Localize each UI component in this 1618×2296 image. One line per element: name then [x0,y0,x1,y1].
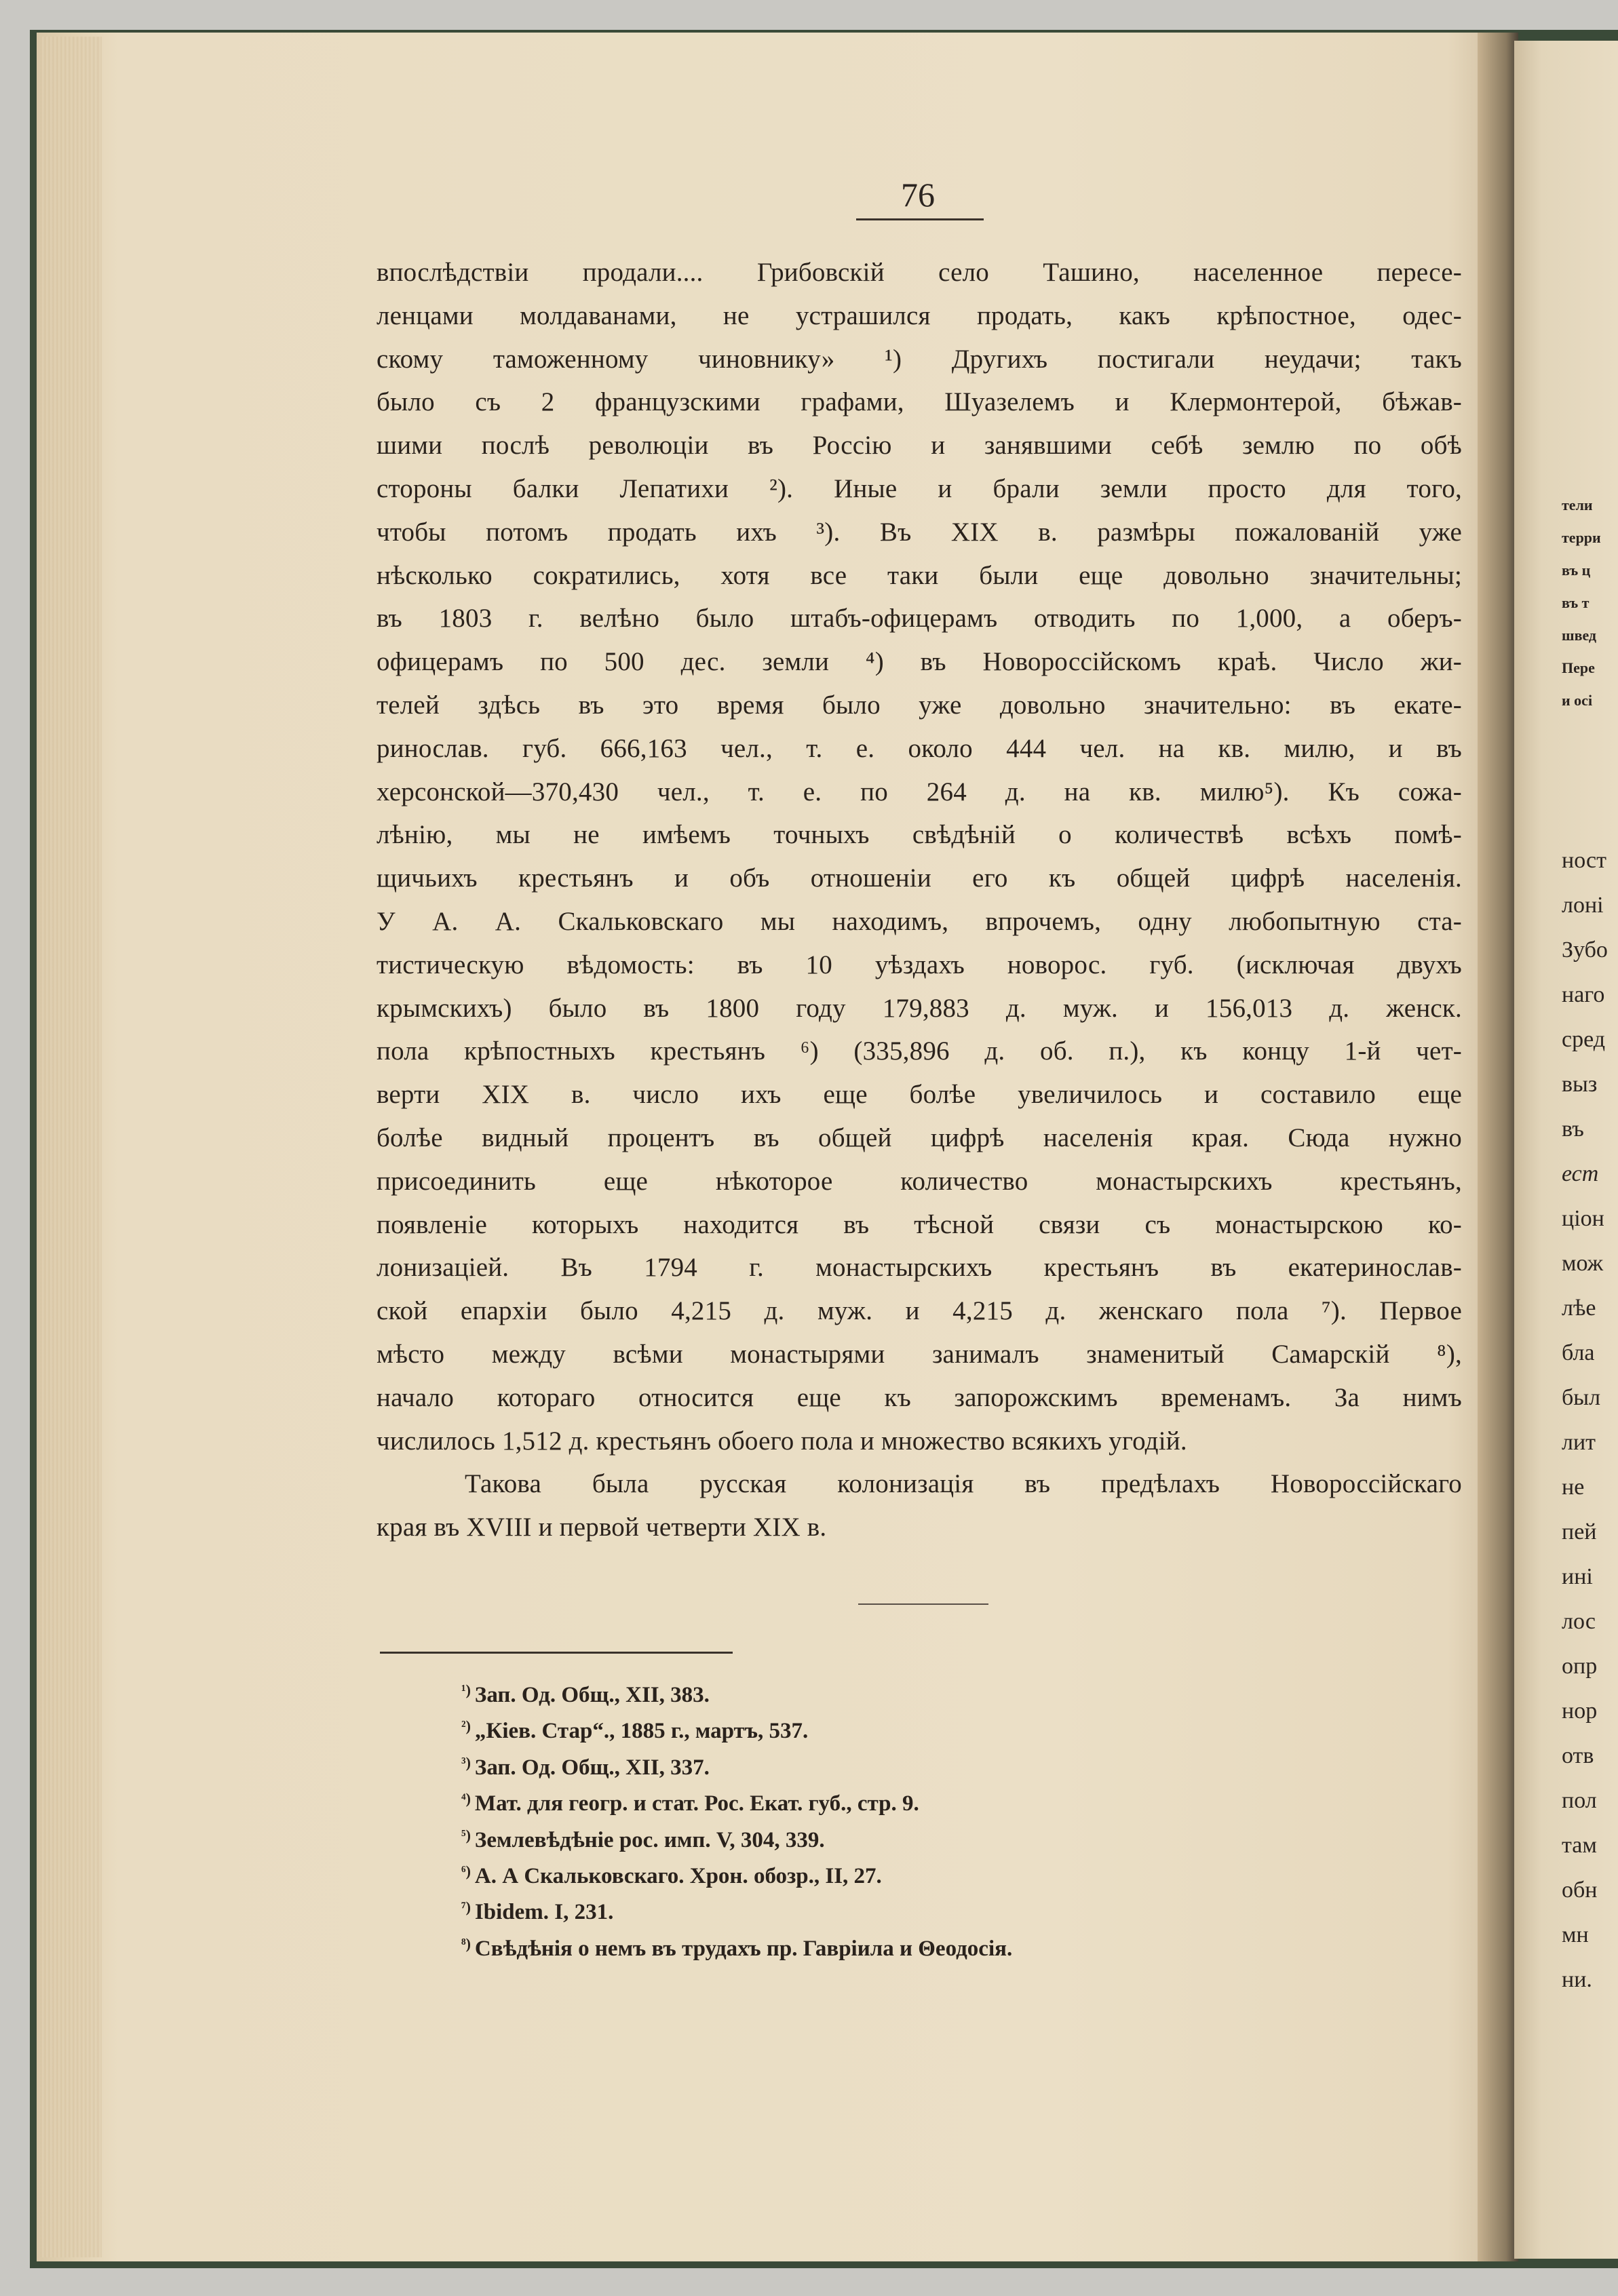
footnote-text: „Кіев. Стар“., 1885 г., мартъ, 537. [474,1719,809,1744]
text-line: болѣе видный процентъ въ общей цифрѣ населенія края. Сюда нужно [377,1123,1462,1152]
text-line: числилось 1,512 д. крестьянъ обоего пола и множество всякихъ угодій. [377,1426,1187,1456]
text-line: крымскихъ) было въ 1800 году 179,883 д. муж. и 156,013 д. женск. [377,993,1462,1023]
text-line: пола крѣпостныхъ крестьянъ ⁶) (335,896 д. об. п.), къ концу 1-й чет- [377,1036,1462,1066]
facing-fragment: нор [1562,1698,1598,1724]
facing-fragment: тели [1562,497,1593,513]
facing-fragment: наго [1562,982,1605,1007]
facing-fragment: бла [1562,1340,1595,1365]
text-line: мѣсто между всѣми монастырями занималъ знаменитый Самарскій ⁸), [377,1339,1462,1369]
text-line: щичьихъ крестьянъ и объ отношеніи его къ общей цифрѣ населенія. [377,863,1462,893]
page-number: 76 [901,176,935,214]
footnote-mark: ²) [461,1717,471,1735]
facing-fragment: отв [1562,1743,1594,1768]
footnotes [461,1672,1343,1962]
footnote-mark: ⁸) [461,1934,471,1952]
text-line: лѣнію, мы не имѣемъ точныхъ свѣдѣній о количествѣ всѣхъ помѣ- [377,820,1462,850]
facing-fragment: выз [1562,1072,1598,1097]
facing-fragment: въ ц [1562,562,1591,579]
facing-fragment: терри [1562,529,1601,546]
text-line: телей здѣсь въ это время было уже довольно значительно: въ екате- [377,690,1462,720]
facing-fragment: ност [1562,848,1606,873]
text-line: начало котораго относится еще къ запорожскимъ временамъ. За нимъ [377,1382,1462,1412]
text-line: было съ 2 французскими графами, Шуазелемъ и Клермонтерой, бѣжав- [377,387,1462,417]
footnote-mark: ⁴) [461,1790,471,1808]
footnote [461,1817,1343,1853]
text-line: стороны балки Лепатихи ²). Иные и брали земли просто для того, [377,473,1462,503]
footnote-text: А. А Скальковскаго. Хрон. обозр., II, 27. [474,1863,882,1888]
text-line: шими послѣ революціи въ Россію и занявшими себѣ землю по обѣ [377,431,1462,461]
footnote [461,1889,1343,1925]
facing-fragment: ест [1562,1161,1599,1186]
text-line: края въ XVIII и первой четверти XIX в. [377,1513,827,1542]
text-line: присоединить еще нѣкоторое количество монастырскихъ крестьянъ, [377,1166,1462,1196]
text-line: Такова была русская колонизація въ предѣлахъ Новороссійскаго [465,1469,1462,1499]
facing-fragment: не [1562,1475,1585,1500]
book-gutter [1478,33,1518,2261]
facing-fragment: обн [1562,1877,1598,1903]
footnote [461,1745,1343,1781]
facing-fragment: и осі [1562,692,1593,709]
facing-fragment: мн [1562,1922,1589,1947]
facing-fragment: ціон [1562,1206,1604,1231]
footnote-text: Зап. Од. Общ., XII, 383. [474,1683,710,1707]
facing-fragment: был [1562,1385,1601,1410]
footnote-text: Мат. для геогр. и стат. Рос. Екат. губ., стр. 9. [474,1791,919,1816]
facing-fragment: там [1562,1833,1597,1858]
footnote-mark: ¹) [461,1681,471,1698]
facing-page [1514,41,1618,2259]
facing-fragment: Пере [1562,659,1595,676]
text-line: тистическую вѣдомость: въ 10 уѣздахъ новорос. губ. (исключая двухъ [377,950,1462,979]
text-line: ленцами молдаванами, не устрашился продать, какъ крѣпостное, одес- [377,300,1462,330]
text-line: нѣсколько сократились, хотя все таки были еще довольно значительны; [377,560,1462,590]
footnote [461,1672,1343,1708]
footnote-text: Землевѣдѣніе рос. имп. V, 304, 339. [474,1827,825,1852]
facing-fragment: пол [1562,1788,1597,1813]
text-line: У А. А. Скальковскаго мы находимъ, впрочемъ, одну любопытную ста- [377,906,1462,936]
footnote [461,1781,1343,1816]
footnote [461,1853,1343,1889]
footnote-text: Ibidem. I, 231. [474,1900,614,1925]
page-number-rule [856,218,984,220]
facing-fragment: ині [1562,1564,1593,1589]
facing-fragment: опр [1562,1654,1598,1679]
footnote-text: Зап. Од. Общ., XII, 337. [474,1755,710,1780]
text-line: впослѣдствіи продали.... Грибовскій село Ташино, населенное пересе- [377,258,1462,287]
facing-fragment: сред [1562,1027,1606,1052]
text-line: офицерамъ по 500 дес. земли ⁴) въ Новороссійскомъ краѣ. Число жи- [377,647,1462,677]
text-line: верти XIX в. число ихъ еще болѣе увеличилось и составило еще [377,1080,1462,1110]
footnote-mark: ³) [461,1753,471,1771]
text-line: лонизаціей. Въ 1794 г. монастырскихъ крестьянъ въ екатеринослав- [377,1253,1462,1283]
text-line: скому таможенному чиновнику» ¹) Другихъ постигали неудачи; такъ [377,344,1462,374]
facing-fragment: въ [1562,1116,1584,1142]
facing-fragment: лос [1562,1609,1596,1634]
facing-fragment: мож [1562,1251,1604,1276]
body-text [377,251,1462,1549]
facing-fragment: лѣе [1562,1296,1596,1321]
facing-fragment: лоні [1562,893,1604,918]
facing-fragment: въ т [1562,594,1590,611]
footnote-mark: ⁵) [461,1826,471,1844]
footnote-mark: ⁶) [461,1862,471,1880]
text-line: чтобы потомъ продать ихъ ³). Въ XIX в. размѣры пожалованій уже [377,517,1462,547]
page-edges [41,37,102,2257]
facing-fragment: лит [1562,1430,1596,1455]
facing-fragment: Зубо [1562,937,1608,962]
footnote-rule [380,1652,733,1654]
facing-fragment: пей [1562,1519,1597,1544]
facing-fragment: ни. [1562,1967,1592,1992]
text-line: появленіе которыхъ находится въ тѣсной связи съ монастырскою ко- [377,1209,1462,1239]
footnote [461,1708,1343,1744]
section-separator [858,1603,988,1605]
text-line: ской епархіи было 4,215 д. муж. и 4,215 д. женскаго пола ⁷). Первое [377,1296,1462,1326]
footnote-text: Свѣдѣнія о немъ въ трудахъ пр. Гавріила и Θеодосія. [474,1936,1013,1961]
footnote-mark: ⁷) [461,1899,471,1916]
facing-fragment: швед [1562,627,1597,644]
footnote [461,1926,1343,1962]
text-line: ринослав. губ. 666,163 чел., т. е. около 444 чел. на кв. милю, и въ [377,733,1462,763]
text-line: херсонской—370,430 чел., т. е. по 264 д. на кв. милю⁵). Къ сожа- [377,777,1462,806]
text-line: въ 1803 г. велѣно было штабъ-офицерамъ отводить по 1,000, а оберъ- [377,604,1462,634]
